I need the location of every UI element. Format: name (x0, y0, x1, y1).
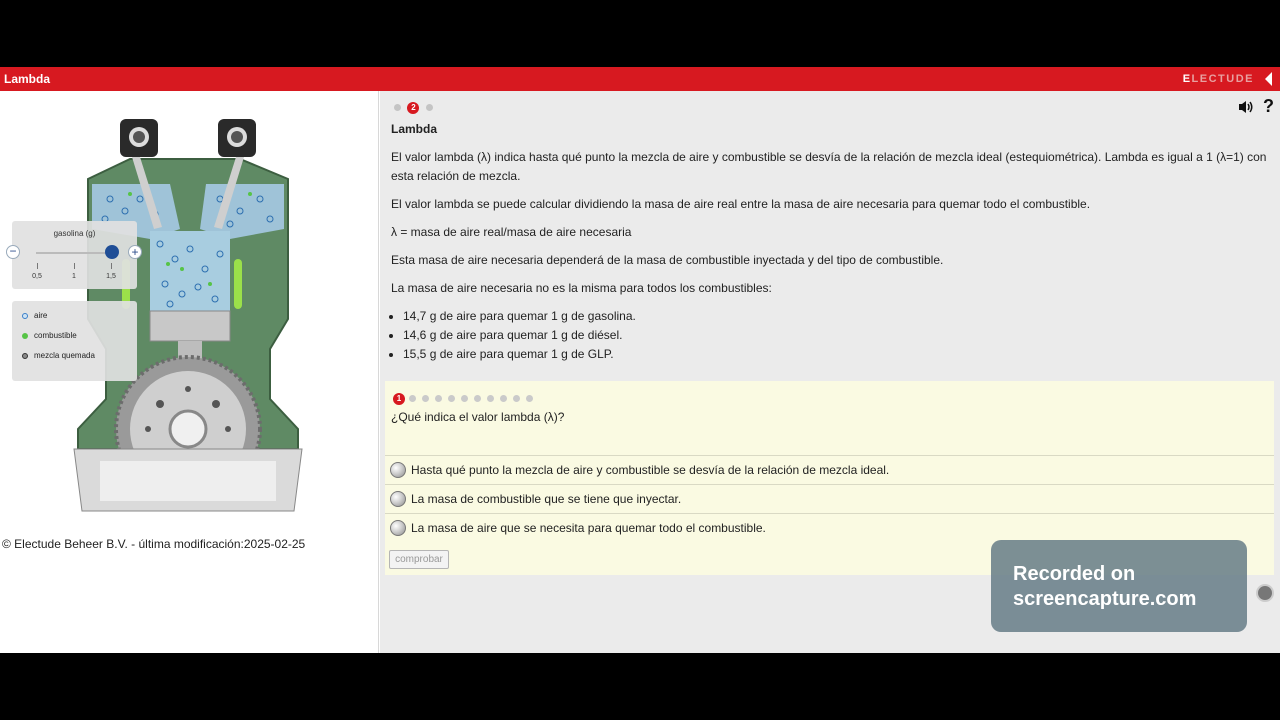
tick-label: 1 (72, 273, 76, 280)
answer-list (385, 455, 1274, 542)
paragraph: Esta masa de aire necesaria dependerá de la masa de combustible inyectada y del tipo de combustible. (391, 253, 944, 267)
video-letterbox-bottom (0, 653, 1280, 720)
page-dot[interactable] (394, 104, 401, 111)
slider-tick (74, 263, 75, 269)
fuel-list (403, 307, 1271, 364)
answer-option[interactable]: La masa de combustible que se tiene que inyectar. (385, 484, 1274, 513)
collapse-arrow-icon[interactable] (1265, 72, 1272, 86)
air-dot-icon (22, 313, 28, 319)
chat-icon[interactable] (1256, 584, 1274, 602)
question-dot[interactable] (474, 395, 481, 402)
app-header (0, 67, 1280, 91)
radio-icon[interactable] (390, 462, 406, 478)
help-icon[interactable]: ? (1263, 96, 1274, 116)
tick-label: 1,5 (106, 273, 116, 280)
question-dot[interactable] (409, 395, 416, 402)
list-item: • 14,7 g de aire para quemar 1 g de gasolina. (403, 307, 1271, 326)
formula: λ = masa de aire real/masa de aire necesaria (391, 225, 632, 239)
slider-tick (37, 263, 38, 269)
video-letterbox-top (0, 0, 1280, 67)
legend-item-air: aire (22, 311, 47, 320)
tick-label: 0,5 (32, 273, 42, 280)
question-dot[interactable] (513, 395, 520, 402)
question-dot[interactable] (526, 395, 533, 402)
legend-item-fuel: combustible (22, 331, 77, 340)
content-panel (380, 91, 1280, 653)
question-text: ¿Qué indica el valor lambda (λ)? (391, 410, 565, 424)
list-item: • 14,6 g de aire para quemar 1 g de diésel. (403, 326, 1271, 345)
burned-dot-icon (22, 353, 28, 359)
question-dot[interactable] (461, 395, 468, 402)
slider-label: gasolina (g) (53, 229, 96, 238)
decrease-button[interactable]: − (6, 245, 20, 259)
question-dot[interactable] (435, 395, 442, 402)
paragraph: El valor lambda se puede calcular dividiendo la masa de aire real entre la masa de aire necesaria para quemar todo el combustible. (391, 197, 1091, 211)
answer-option[interactable]: Hasta qué punto la mezcla de aire y combustible se desvía de la relación de mezcla ideal. (385, 455, 1274, 484)
paragraph: La masa de aire necesaria no es la misma para todos los combustibles: (391, 281, 772, 295)
page-dot[interactable] (426, 104, 433, 111)
page-title: Lambda (4, 72, 51, 86)
radio-icon[interactable] (390, 491, 406, 507)
legend-panel (12, 301, 137, 381)
slider-thumb[interactable] (105, 245, 119, 259)
lesson-heading: Lambda (391, 122, 438, 136)
animation-panel (0, 91, 379, 653)
copyright-text: © Electude Beheer B.V. - última modificación:2025-02-25 (2, 537, 306, 551)
app-window (0, 67, 1280, 653)
fuel-slider-panel (9, 221, 139, 289)
list-item: • 15,5 g de aire para quemar 1 g de GLP. (403, 345, 1271, 364)
recording-watermark: Recorded on screencapture.com (991, 540, 1247, 632)
slider-tick (111, 263, 112, 269)
lesson-text (391, 120, 1271, 364)
slider-track[interactable] (36, 252, 112, 254)
radio-icon[interactable] (390, 520, 406, 536)
page-indicator (394, 99, 435, 117)
question-dot[interactable] (448, 395, 455, 402)
paragraph: El valor lambda (λ) indica hasta qué punto la mezcla de aire y combustible se desvía de la relación de mezcla ideal (estequiométrica). Lambda es igual a 1 (λ=1) con esta relación de mezcla. (391, 150, 1267, 183)
increase-button[interactable]: + (128, 245, 142, 259)
page-dot-active[interactable]: 2 (407, 102, 419, 114)
question-dot[interactable] (500, 395, 507, 402)
legend-item-burned: mezcla quemada (22, 351, 95, 360)
fuel-dot-icon (22, 333, 28, 339)
answer-option[interactable]: La masa de aire que se necesita para quemar todo el combustible. (385, 513, 1274, 542)
speaker-icon[interactable] (1238, 100, 1254, 114)
electude-logo: ELECTUDE (1182, 73, 1254, 85)
question-dot[interactable] (422, 395, 429, 402)
check-button[interactable]: comprobar (389, 550, 449, 569)
question-indicator (393, 390, 539, 408)
question-dot-active[interactable]: 1 (393, 393, 405, 405)
question-dot[interactable] (487, 395, 494, 402)
